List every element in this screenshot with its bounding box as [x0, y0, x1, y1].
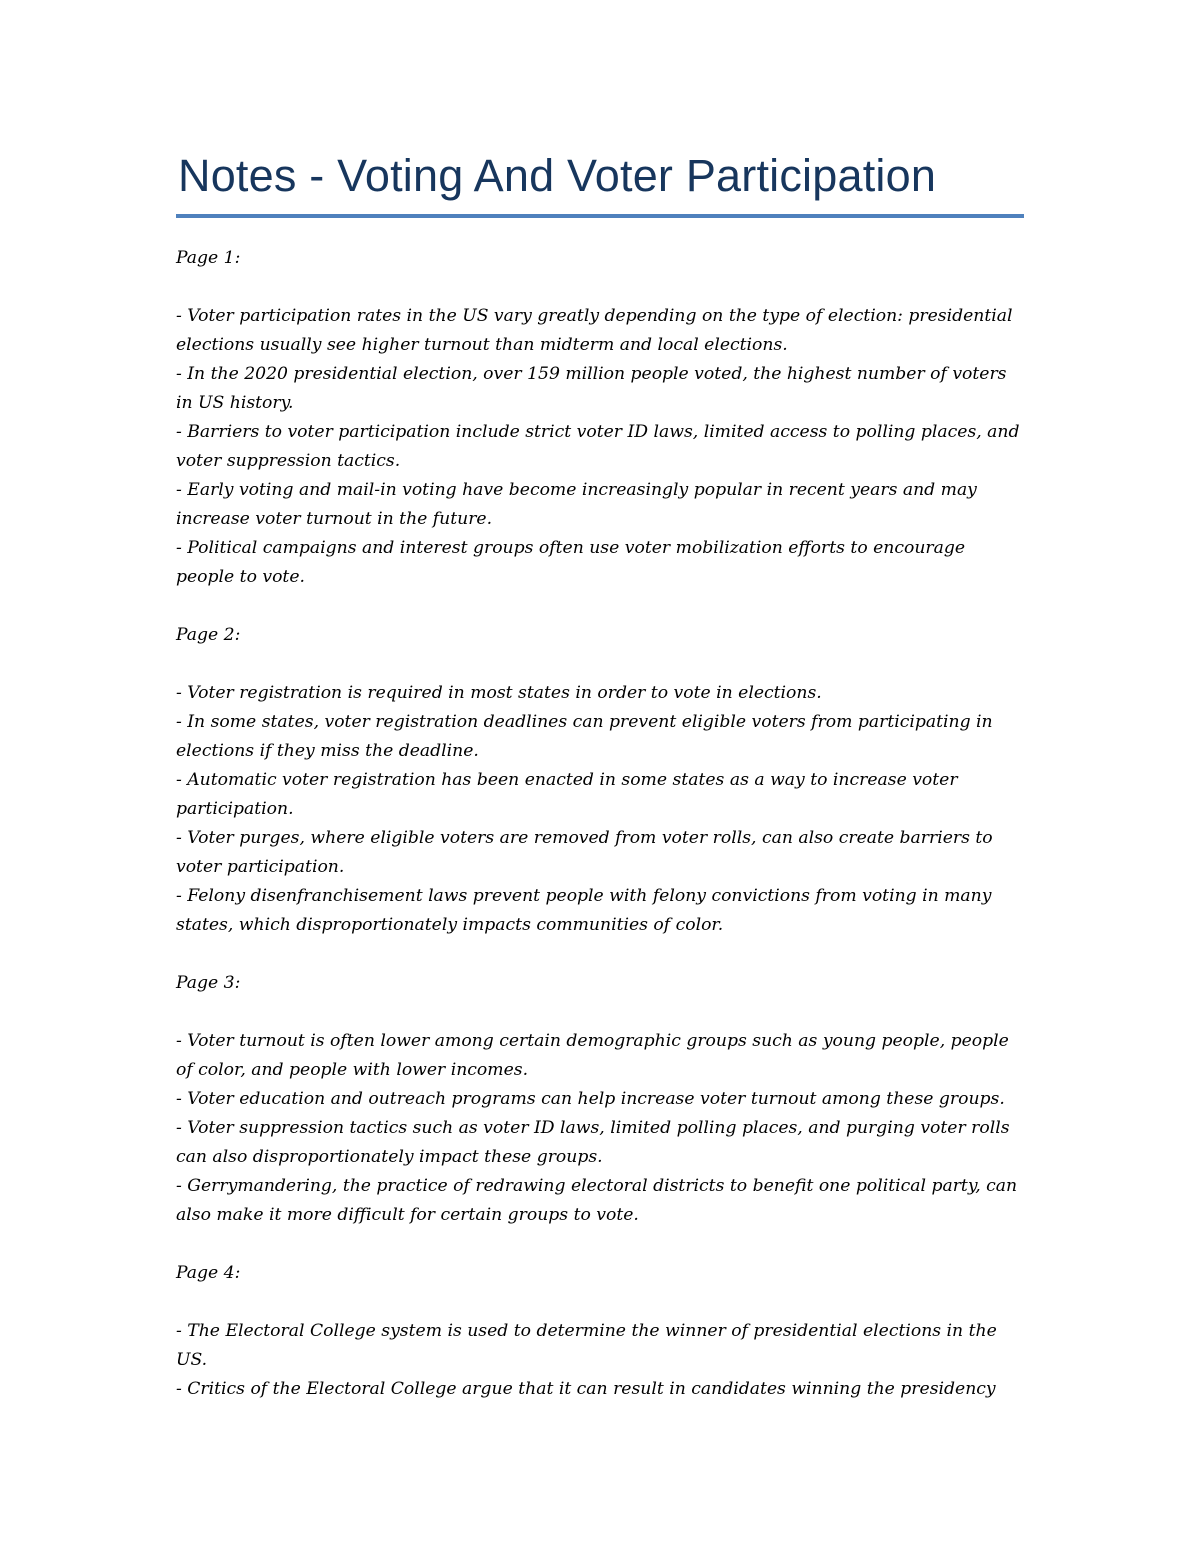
section-page-3 [176, 969, 1026, 1259]
list-item: - Voter suppression tactics such as voter ID laws, limited polling places, and purging voter rolls can also disproportionately impact these groups. [176, 1118, 1010, 1167]
section-heading: Page 2: [176, 625, 241, 645]
list-item: - Voter turnout is often lower among certain demographic groups such as young people, people of color, and people with lower incomes. [176, 1031, 1009, 1080]
title-underline [176, 214, 1024, 218]
list-item: - Barriers to voter participation include strict voter ID laws, limited access to polling places, and voter suppression tactics. [176, 422, 1020, 471]
document-title: Notes - Voting And Voter Participation [178, 150, 937, 201]
list-item: - Voter registration is required in most states in order to vote in elections. [176, 683, 822, 703]
section-heading: Page 1: [176, 248, 241, 268]
section-page-1 [176, 244, 1026, 621]
list-item: - Gerrymandering, the practice of redrawing electoral districts to benefit one political party, can also make it more difficult for certain groups to vote. [176, 1176, 1018, 1225]
list-item: - The Electoral College system is used to determine the winner of presidential elections in the US. [176, 1321, 997, 1370]
document-body [176, 244, 1026, 1404]
list-item: - Political campaigns and interest groups often use voter mobilization efforts to encourage people to vote. [176, 538, 966, 587]
document-page [176, 148, 1026, 1404]
list-item: - Early voting and mail-in voting have become increasingly popular in recent years and may increase voter turnout in the future. [176, 480, 977, 529]
section-heading: Page 3: [176, 973, 241, 993]
section-page-2 [176, 621, 1026, 969]
list-item: - Voter purges, where eligible voters are removed from voter rolls, can also create barriers to voter participation. [176, 828, 993, 877]
section-page-4 [176, 1259, 1026, 1404]
list-item: - Felony disenfranchisement laws prevent people with felony convictions from voting in many states, which disproportionately impacts communities of color. [176, 886, 992, 935]
list-item: - Voter education and outreach programs can help increase voter turnout among these groups. [176, 1089, 1005, 1109]
list-item: - In some states, voter registration deadlines can prevent eligible voters from participating in elections if they miss the deadline. [176, 712, 993, 761]
list-item: - Critics of the Electoral College argue that it can result in candidates winning the presidency [176, 1379, 996, 1399]
list-item: - Voter participation rates in the US vary greatly depending on the type of election: presidential elections usually see higher turnout than midterm and local elections. [176, 306, 1013, 355]
list-item: - In the 2020 presidential election, over 159 million people voted, the highest number of voters in US history. [176, 364, 1007, 413]
list-item: - Automatic voter registration has been enacted in some states as a way to increase voter participation. [176, 770, 958, 819]
section-heading: Page 4: [176, 1263, 241, 1283]
